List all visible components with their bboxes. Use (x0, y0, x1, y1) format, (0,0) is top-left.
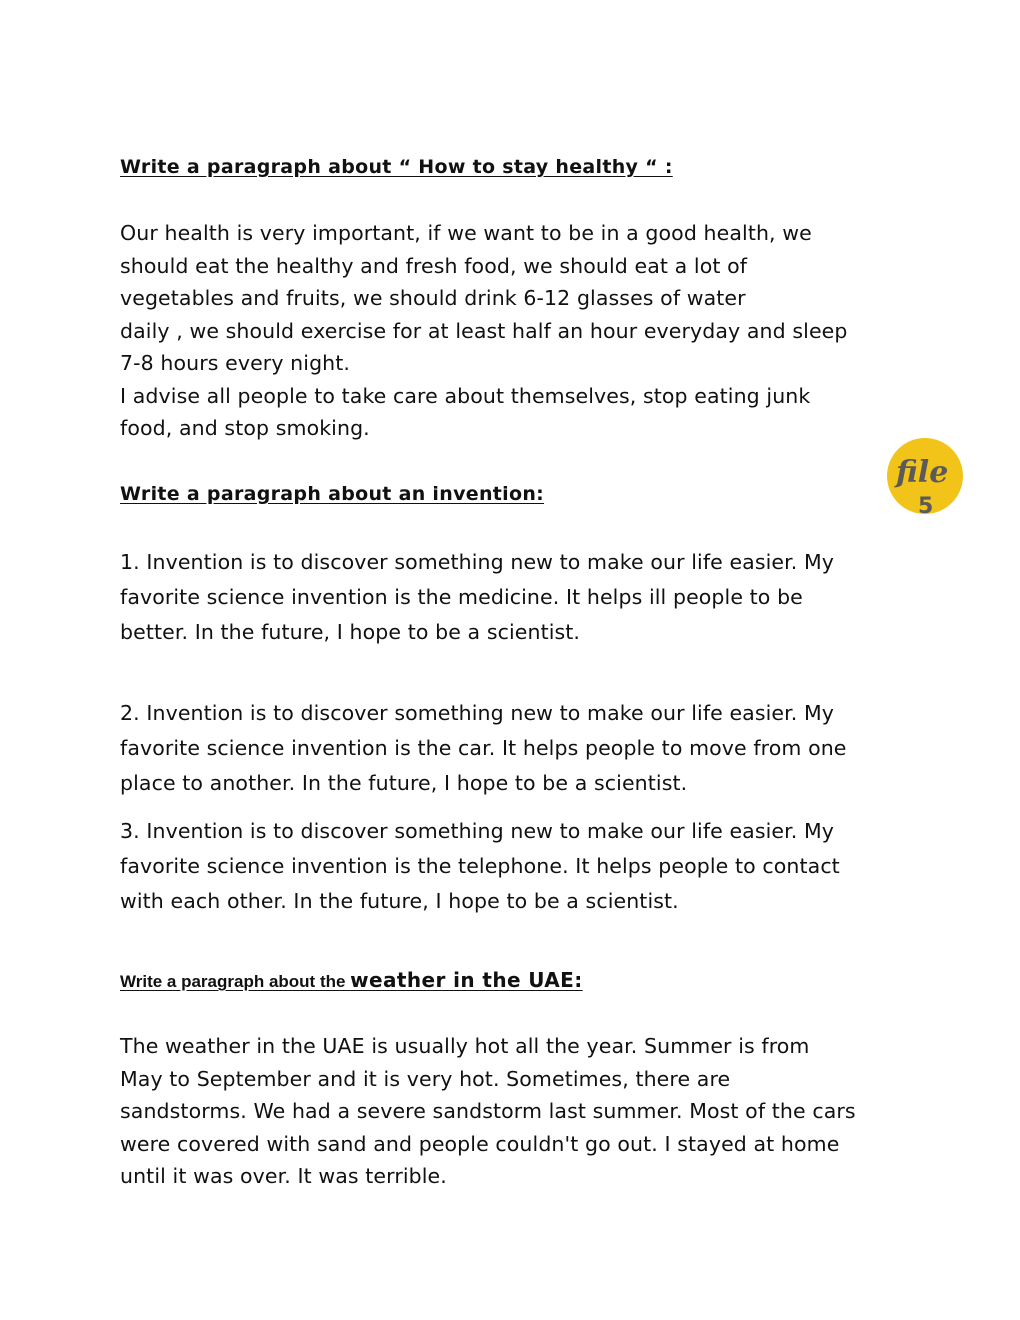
paragraph-line: The weather in the UAE is usually hot all the year. Summer is from (120, 1034, 810, 1058)
paragraph-line: favorite science invention is the car. It helps people to move from one (120, 736, 847, 760)
paragraph-line: daily , we should exercise for at least half an hour everyday and sleep (120, 318, 848, 343)
paragraph-line: were covered with sand and people couldn't go out. I stayed at home (120, 1131, 840, 1156)
invention-paragraph-3 (120, 814, 910, 919)
paragraph-line: vegetables and fruits, we should drink 6-12 glasses of water (120, 286, 746, 310)
weather-paragraph (120, 1030, 910, 1193)
health-heading: Write a paragraph about “ How to stay healthy “ : (120, 156, 673, 178)
logo-word: file (896, 455, 949, 490)
weather-heading (120, 968, 910, 992)
paragraph-line: favorite science invention is the telephone. It helps people to contact (120, 854, 840, 878)
invention-paragraph-1 (120, 545, 910, 650)
paragraph-line: 3. Invention is to discover something new to make our life easier. My (120, 819, 835, 843)
paragraph-line: 2. Invention is to discover something new to make our life easier. My (120, 701, 835, 725)
paragraph-line: sandstorms. We had a severe sandstorm last summer. Most of the cars (120, 1099, 856, 1123)
health-section (120, 156, 910, 445)
paragraph-line: until it was over. It was terrible. (120, 1164, 447, 1188)
paragraph-line: should eat the healthy and fresh food, we should eat a lot of (120, 253, 748, 278)
weather-heading-topic: weather in the UAE: (350, 968, 583, 992)
paragraph-line: place to another. In the future, I hope to be a scientist. (120, 771, 688, 795)
paragraph-line: 7-8 hours every night. (120, 351, 351, 375)
health-paragraph (120, 217, 910, 445)
paragraph-line: favorite science invention is the medicine. It helps ill people to be (120, 585, 803, 609)
paragraph-line: May to September and it is very hot. Sometimes, there are (120, 1066, 731, 1091)
paragraph-line: with each other. In the future, I hope to be a scientist. (120, 889, 679, 913)
paragraph-line: Our health is very important, if we want to be in a good health, we (120, 221, 812, 245)
invention-heading: Write a paragraph about an invention: (120, 483, 545, 505)
invention-section (120, 483, 910, 919)
weather-heading-prefix: Write a paragraph about the (120, 972, 351, 991)
paragraph-line: food, and stop smoking. (120, 416, 370, 440)
paragraph-line: better. In the future, I hope to be a scientist. (120, 620, 581, 644)
weather-section (120, 968, 910, 1193)
paragraph-line: 1. Invention is to discover something new to make our life easier. My (120, 550, 835, 574)
paragraph-line: I advise all people to take care about themselves, stop eating junk (120, 383, 811, 408)
logo-number: 5 (918, 494, 934, 519)
invention-paragraph-2 (120, 696, 910, 801)
